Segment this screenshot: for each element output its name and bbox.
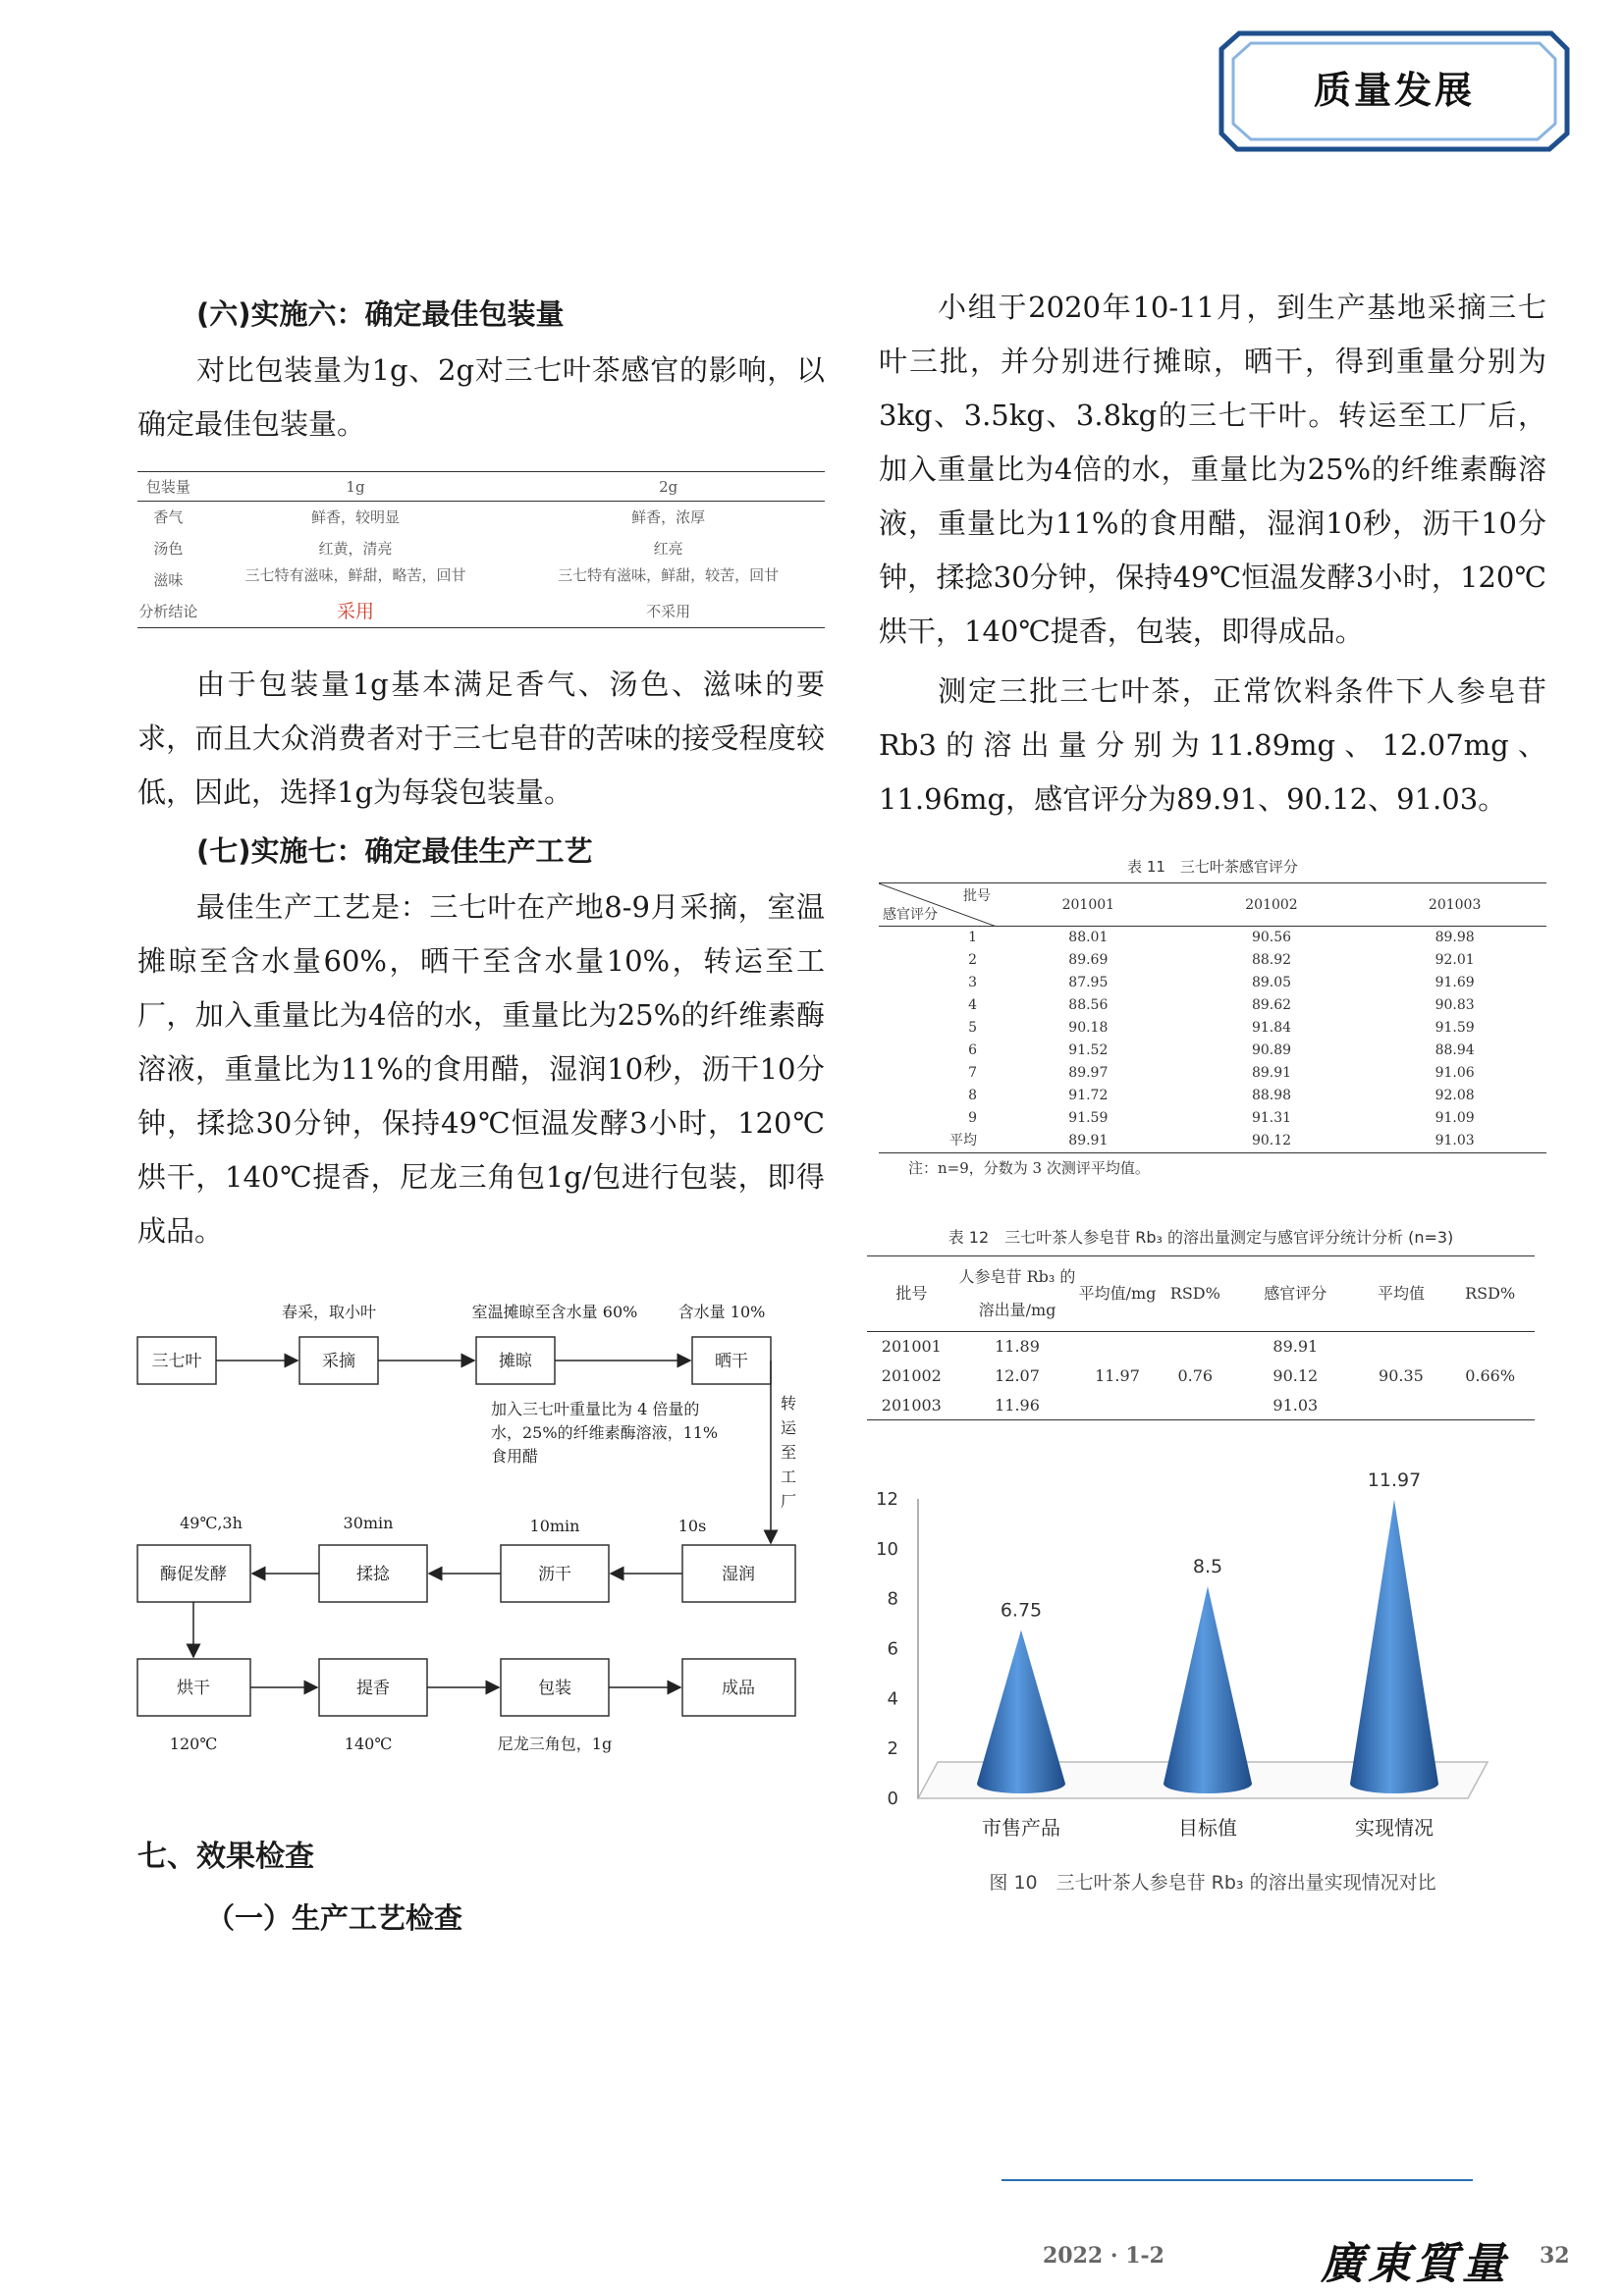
table11-cell: 91.59: [1068, 1110, 1109, 1126]
table11-cell: 89.98: [1435, 930, 1475, 945]
section-6-paragraph: 对比包装量为1g、2g对三七叶茶感官的影响，以确定最佳包装量。: [137, 353, 825, 441]
table11-cell: 88.92: [1251, 952, 1292, 968]
y-tick-label: 0: [887, 1789, 898, 1809]
table11-cell: 89.05: [1251, 975, 1292, 990]
table1-cell: 三七特有滋味，鲜甜，较苦，回甘: [558, 566, 780, 584]
table12-cell: 11.96: [995, 1395, 1040, 1415]
table12-header: 人参皂苷 Rb₃ 的溶出量/mg: [956, 1256, 1079, 1332]
category-label: 市售产品: [982, 1816, 1060, 1840]
flow-label: 摊晾: [499, 1352, 532, 1371]
right-column: [876, 291, 1546, 1900]
flow-note-add: 加入三七叶重量比为 4 倍量的水，25%的纤维素酶溶液，11%食用醋: [491, 1400, 719, 1466]
issue-date: 2022 · 1-2: [1043, 2243, 1164, 2269]
flow-label: 成品: [722, 1679, 755, 1698]
table12-cell: 91.03: [1272, 1395, 1319, 1415]
y-tick-label: 6: [887, 1638, 898, 1660]
flow-label: 包装: [538, 1679, 571, 1698]
process-flow-diagram: [133, 1288, 820, 1798]
left-column: [137, 294, 825, 1938]
table11-cell: 5: [968, 1020, 977, 1036]
flow-note: 室温摊晾至含水量 60%: [471, 1303, 638, 1321]
table-row: [137, 533, 825, 564]
table12-cell: 89.91: [1272, 1337, 1319, 1357]
table11-header: 201001: [997, 883, 1180, 927]
flow-note: 含水量 10%: [677, 1303, 766, 1321]
table-row: [867, 1391, 1535, 1420]
table11-cell: 89.69: [1068, 952, 1109, 968]
table11-cell: 89.91: [1068, 1133, 1109, 1148]
table12-header: 平均值: [1357, 1256, 1446, 1332]
flow-note: 10s: [677, 1517, 707, 1535]
flow-label: 晒干: [715, 1352, 748, 1371]
table12-cell: 201002: [881, 1366, 942, 1385]
table12-cell: [1357, 1391, 1446, 1420]
table11-cell: 87.95: [1068, 975, 1109, 990]
conclusion-reject: 不采用: [646, 603, 691, 620]
effect-check-subtitle: （一）生产工艺检查: [206, 1901, 463, 1935]
table11-header: 201002: [1180, 883, 1364, 927]
table12-cell: [1078, 1332, 1156, 1362]
table12-caption: 表 12 三七叶茶人参皂苷 Rb₃ 的溶出量测定与感官评分统计分析 (n=3): [947, 1228, 1454, 1247]
table1-header: 包装量: [137, 472, 199, 502]
table11-cell: 6: [968, 1042, 977, 1058]
section-7-title: (七)实施七：确定最佳生产工艺: [196, 834, 593, 868]
table12-header: RSD%: [1157, 1256, 1234, 1332]
data-label: 6.75: [1000, 1599, 1043, 1622]
table-row: [879, 994, 1546, 1017]
table11-cell: 91.84: [1251, 1020, 1292, 1036]
bar-cone: [977, 1629, 1065, 1793]
table-row: [879, 927, 1546, 950]
table-row: [879, 1130, 1546, 1153]
badge-title: 质量发展: [1313, 69, 1475, 112]
corner-top-label: 批号: [963, 888, 991, 904]
table11-note: 注：n=9，分数为 3 次测评平均值。: [908, 1159, 1150, 1177]
table11-cell: 90.18: [1068, 1020, 1109, 1036]
table11-cell: 2: [968, 952, 977, 968]
table12-cell: [1445, 1391, 1535, 1420]
table1-header: 1g: [199, 472, 513, 502]
table12-cell: 11.89: [995, 1337, 1040, 1357]
table11-cell: 92.08: [1435, 1088, 1475, 1103]
table11-cell: 90.83: [1435, 997, 1475, 1013]
table11-cell: 89.97: [1068, 1065, 1109, 1081]
table-row: [137, 564, 825, 596]
table11-cell: 3: [968, 975, 977, 990]
flow-note: 49℃,3h: [180, 1514, 243, 1532]
table11-cell: 91.03: [1435, 1133, 1475, 1148]
table-row: [879, 972, 1546, 994]
table12-cell: [1445, 1332, 1535, 1362]
figure-caption: 图 10 三七叶茶人参皂苷 Rb₃ 的溶出量实现情况对比: [989, 1872, 1436, 1894]
table11-cell: 1: [968, 930, 977, 945]
table12-header: 感官评分: [1234, 1256, 1357, 1332]
table11-cell: 91.59: [1435, 1020, 1475, 1036]
right-paragraph-1: 小组于2020年10-11月，到生产基地采摘三七叶三批，并分别进行摊晾，晒干，得到重量分别为3kg、3.5kg、3.8kg的三七干叶。转运至工厂后，加入重量比为4倍的水，重量比为25%的纤维素酶溶液，重量比为11%的食用醋，湿润10秒，沥干10分钟，揉捻30分钟，保持49℃恒温发酵3小时，120℃烘干，140℃提香，包装，即得成品。: [879, 291, 1546, 648]
table11-cell: 90.56: [1251, 930, 1292, 945]
section-6-title: (六)实施六：确定最佳包装量: [196, 297, 565, 331]
table11-cell: 91.69: [1435, 975, 1475, 990]
section-7-paragraph: 最佳生产工艺是：三七叶在产地8-9月采摘，室温摊晾至含水量60%，晒干至含水量10%，转运至工厂，加入重量比为4倍的水，重量比为25%的纤维素酶溶液，重量比为11%的食用醋，湿润10秒，沥干10分钟，揉捻30分钟，保持49℃恒温发酵3小时，120℃烘干，140℃提香，尼龙三角包1g/包进行包装，即得成品。: [137, 890, 825, 1248]
section-6-conclusion: 由于包装量1g基本满足香气、汤色、滋味的要求，而且大众消费者对于三七皂苷的苦味的接受程度较低，因此，选择1g为每袋包装量。: [137, 667, 825, 809]
table11-cell: 88.98: [1251, 1088, 1292, 1103]
bar-cone: [1350, 1500, 1438, 1793]
flow-label: 湿润: [722, 1565, 755, 1584]
magazine-name: 廣東質量: [1321, 2239, 1509, 2289]
table1-cell: 鲜香，较明显: [311, 508, 401, 526]
table12-header: RSD%: [1445, 1256, 1535, 1332]
table12-header: 平均值/mg: [1078, 1256, 1156, 1332]
flow-note: 尼龙三角包，1g: [497, 1735, 613, 1753]
table-row: [879, 949, 1546, 972]
table11-cell: 91.06: [1435, 1065, 1475, 1081]
flow-note: 120℃: [169, 1735, 218, 1753]
table11-cell: 91.72: [1068, 1088, 1109, 1103]
sensory-score-table: [879, 882, 1546, 1153]
rb3-comparison-chart: [859, 1450, 1527, 1862]
category-label: 目标值: [1178, 1816, 1237, 1840]
table12-cell: 0.66%: [1465, 1366, 1516, 1385]
table11-cell: 88.01: [1068, 930, 1109, 945]
data-label: 8.5: [1192, 1555, 1223, 1577]
table12-cell: 11.97: [1095, 1366, 1140, 1385]
table12-header: 批号: [867, 1256, 956, 1332]
table12-cell: [1157, 1391, 1234, 1420]
table-row: [137, 596, 825, 628]
flow-label: 酶促发酵: [160, 1565, 227, 1584]
table11-cell: 91.52: [1068, 1042, 1109, 1058]
table11-cell: 9: [968, 1110, 977, 1126]
table12-cell: [1157, 1332, 1234, 1362]
category-label: 实现情况: [1355, 1816, 1434, 1840]
table12-cell: 201001: [881, 1337, 942, 1357]
flow-label: 提香: [356, 1679, 390, 1698]
table-row: [879, 1017, 1546, 1040]
table11-cell: 7: [968, 1065, 977, 1081]
table12-cell: [1357, 1332, 1446, 1362]
flow-note: 10min: [529, 1517, 580, 1535]
table-row: [879, 1085, 1546, 1107]
table-row: [879, 1062, 1546, 1085]
table11-corner: [879, 883, 997, 927]
flow-label: 揉捻: [356, 1565, 390, 1584]
table1-cell: 分析结论: [138, 603, 198, 620]
table-row: [137, 502, 825, 534]
table1-cell: 三七特有滋味，鲜甜，略苦，回甘: [244, 566, 466, 584]
table1-cell: 香气: [153, 508, 184, 526]
y-tick-label: 8: [887, 1588, 898, 1610]
table1-cell: 鲜香，浓厚: [631, 508, 706, 526]
table11-header: 201003: [1363, 883, 1546, 927]
section-badge: [1218, 29, 1571, 152]
table12-cell: 90.12: [1272, 1366, 1319, 1385]
table1-cell: 红亮: [653, 540, 683, 558]
table-row: [879, 1040, 1546, 1062]
table11-cell: 89.62: [1251, 997, 1292, 1013]
flow-note-transfer: 转运至工厂: [781, 1394, 797, 1511]
table1-cell: 红黄，清亮: [318, 540, 393, 558]
page-number: 32: [1540, 2243, 1570, 2269]
table11-cell: 8: [968, 1088, 977, 1103]
table11-cell: 4: [968, 997, 977, 1013]
flow-note: 140℃: [344, 1735, 393, 1753]
bar-cone: [1164, 1586, 1252, 1793]
table12-cell: 90.35: [1379, 1366, 1424, 1385]
table11-cell: 平均: [949, 1133, 977, 1148]
right-paragraph-2: 测定三批三七叶茶，正常饮料条件下人参皂苷Rb3的溶出量分别为11.89mg、12.07mg、11.96mg，感官评分为89.91、90.12、91.03。: [879, 674, 1546, 816]
flow-note: 春采，取小叶: [281, 1303, 377, 1321]
table1-cell: 汤色: [153, 540, 184, 558]
table12-cell: 12.07: [995, 1366, 1040, 1385]
table-row: [867, 1332, 1535, 1362]
y-tick-label: 4: [887, 1688, 898, 1710]
data-label: 11.97: [1367, 1468, 1422, 1491]
flow-note: 30min: [343, 1514, 394, 1532]
table-row: [879, 1107, 1546, 1130]
table12-cell: [1078, 1391, 1156, 1420]
table11-cell: 92.01: [1435, 952, 1475, 968]
table11-cell: 91.31: [1251, 1110, 1292, 1126]
table12-cell: 201003: [881, 1395, 942, 1415]
table11-cell: 90.12: [1251, 1133, 1292, 1148]
flow-label: 沥干: [538, 1565, 571, 1584]
flow-label: 烘干: [177, 1679, 210, 1698]
table11-cell: 89.91: [1251, 1065, 1292, 1081]
table1-cell: 滋味: [153, 571, 184, 589]
conclusion-adopt: 采用: [337, 601, 375, 622]
table11-cell: 91.09: [1435, 1110, 1475, 1126]
table12-cell: 0.76: [1177, 1366, 1214, 1385]
flow-label: 采摘: [322, 1352, 355, 1371]
y-tick-label: 2: [887, 1738, 898, 1760]
table1-header: 2g: [512, 472, 825, 502]
effect-check-title: 七、效果检查: [137, 1840, 314, 1874]
table11-cell: 88.56: [1068, 997, 1109, 1013]
statistics-table: [867, 1255, 1535, 1420]
packaging-table: [137, 471, 825, 628]
table11-caption: 表 11 三七叶茶感官评分: [1127, 858, 1298, 876]
footer-rule: [1001, 2179, 1473, 2181]
y-tick-label: 10: [876, 1538, 898, 1560]
table11-cell: 90.89: [1251, 1042, 1292, 1058]
corner-bottom-label: 感官评分: [883, 907, 938, 923]
table-row: [867, 1362, 1535, 1391]
y-tick-label: 12: [876, 1489, 898, 1510]
flow-label: 三七叶: [151, 1352, 202, 1371]
table11-cell: 88.94: [1435, 1042, 1475, 1058]
